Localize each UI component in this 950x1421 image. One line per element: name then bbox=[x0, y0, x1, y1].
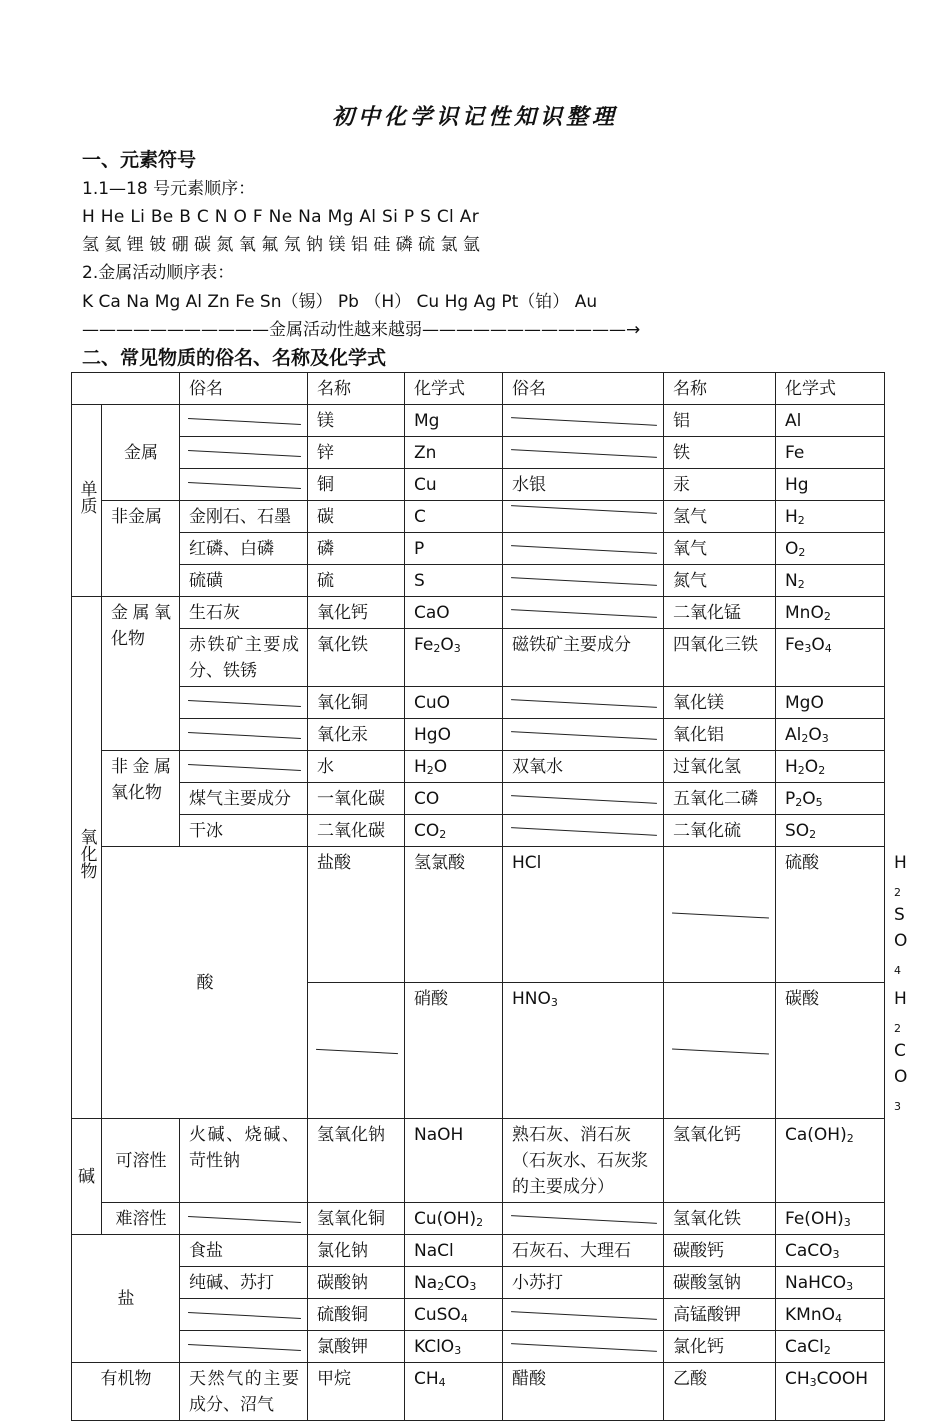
cell: Fe bbox=[776, 437, 885, 469]
cell: 镁 bbox=[308, 405, 405, 437]
cell: 氢氧化钠 bbox=[308, 1119, 405, 1203]
table-row bbox=[72, 629, 885, 687]
empty-cell bbox=[503, 501, 664, 533]
cell: 一氧化碳 bbox=[308, 783, 405, 815]
cell: 氧化汞 bbox=[308, 719, 405, 751]
activity-series-label: 2.金属活动顺序表： bbox=[82, 263, 235, 283]
subgroup-label: 非金属 bbox=[102, 501, 180, 597]
table-row bbox=[72, 437, 885, 469]
cell: Zn bbox=[405, 437, 503, 469]
cell: 水银 bbox=[503, 469, 664, 501]
cell: 锌 bbox=[308, 437, 405, 469]
substances-table bbox=[71, 372, 908, 1421]
table-row bbox=[72, 1363, 885, 1421]
empty-cell bbox=[180, 1299, 308, 1331]
table-row: 酸 盐酸 氢氯酸 HCl 硫酸 $H_2SO_4$ bbox=[72, 847, 885, 983]
formula-cell: $H_2$ bbox=[776, 501, 885, 533]
cell: 盐酸 bbox=[308, 847, 405, 983]
cell: Mg bbox=[405, 405, 503, 437]
cell: CaO bbox=[405, 597, 503, 629]
page-title: 初中化学识记性知识整理 bbox=[331, 104, 618, 130]
element-symbols: H He Li Be B C N O F Ne Na Mg Al Si P S Cl Ar bbox=[82, 207, 480, 227]
cell: C bbox=[405, 501, 503, 533]
cell: 汞 bbox=[664, 469, 776, 501]
group-label-yanghuawu: 氧化物 bbox=[72, 597, 102, 1119]
empty-cell bbox=[503, 1203, 664, 1235]
empty-cell bbox=[503, 597, 664, 629]
table-row bbox=[72, 1299, 885, 1331]
empty-cell bbox=[180, 1331, 308, 1363]
cell: 高锰酸钾 bbox=[664, 1299, 776, 1331]
group-label-danzhi: 单质 bbox=[72, 405, 102, 597]
cell: 氧化铁 bbox=[308, 629, 405, 687]
formula-cell: $N_2$ bbox=[776, 565, 885, 597]
cell: 五氧化二磷 bbox=[664, 783, 776, 815]
cell: 氧化铜 bbox=[308, 687, 405, 719]
empty-cell bbox=[503, 565, 664, 597]
empty-cell bbox=[503, 533, 664, 565]
cell: 火碱、烧碱、苛性钠 bbox=[180, 1119, 308, 1203]
formula-cell: CaCO$_3$ bbox=[776, 1235, 885, 1267]
cell: 甲烷 bbox=[308, 1363, 405, 1421]
empty-cell bbox=[503, 815, 664, 847]
subgroup-label: 可溶性 bbox=[102, 1119, 180, 1203]
cell: 铝 bbox=[664, 405, 776, 437]
subgroup-label: 金属 bbox=[102, 405, 180, 501]
cell: 熟石灰、消石灰（石灰水、石灰浆的主要成分） bbox=[503, 1119, 664, 1203]
cell: 金刚石、石墨 bbox=[180, 501, 308, 533]
empty-cell bbox=[503, 437, 664, 469]
cell: 生石灰 bbox=[180, 597, 308, 629]
cell: 磁铁矿主要成分 bbox=[503, 629, 664, 687]
formula-cell: $CO_2$ bbox=[405, 815, 503, 847]
formula-cell: $P_2O_5$ bbox=[776, 783, 885, 815]
empty-cell bbox=[503, 1331, 664, 1363]
empty-cell bbox=[180, 751, 308, 783]
cell: MgO bbox=[776, 687, 885, 719]
cell: 小苏打 bbox=[503, 1267, 664, 1299]
cell: 氯化钠 bbox=[308, 1235, 405, 1267]
col-header: 名称 bbox=[308, 373, 405, 405]
formula-cell: $H_2O$ bbox=[405, 751, 503, 783]
formula-cell: CaCl$_2$ bbox=[776, 1331, 885, 1363]
cell: 二氧化碳 bbox=[308, 815, 405, 847]
cell: Al bbox=[776, 405, 885, 437]
empty-cell bbox=[180, 469, 308, 501]
table-row bbox=[72, 1119, 885, 1203]
group-label-youji: 有机物 bbox=[72, 1363, 180, 1421]
cell: 碳酸钙 bbox=[664, 1235, 776, 1267]
empty-cell bbox=[664, 847, 776, 983]
col-header: 化学式 bbox=[405, 373, 503, 405]
col-header: 化学式 bbox=[776, 373, 885, 405]
cell: 氢氧化铁 bbox=[664, 1203, 776, 1235]
formula-cell: $CH_4$ bbox=[405, 1363, 503, 1421]
cell: CuO bbox=[405, 687, 503, 719]
cell: 氧化镁 bbox=[664, 687, 776, 719]
empty-cell bbox=[180, 405, 308, 437]
formula-cell: $Al_2O_3$ bbox=[776, 719, 885, 751]
group-label-yan: 盐 bbox=[72, 1235, 180, 1363]
subgroup-label: 金属氧化物 bbox=[102, 597, 180, 751]
cell: 氢氧化钙 bbox=[664, 1119, 776, 1203]
cell: CO bbox=[405, 783, 503, 815]
cell: HCl bbox=[503, 847, 664, 983]
cell: 氧气 bbox=[664, 533, 776, 565]
empty-cell bbox=[503, 719, 664, 751]
table-row bbox=[72, 1331, 885, 1363]
table-row bbox=[72, 469, 885, 501]
cell: Hg bbox=[776, 469, 885, 501]
cell: 干冰 bbox=[180, 815, 308, 847]
cell: 食盐 bbox=[180, 1235, 308, 1267]
cell: 铜 bbox=[308, 469, 405, 501]
cell: 碳酸钠 bbox=[308, 1267, 405, 1299]
cell: 硝酸 bbox=[405, 983, 503, 1119]
cell: 水 bbox=[308, 751, 405, 783]
cell: NaCl bbox=[405, 1235, 503, 1267]
table-row bbox=[72, 565, 885, 597]
empty-cell bbox=[664, 983, 776, 1119]
table-row: 硝酸 $HNO_3$ 碳酸 $H_2CO_3$ bbox=[72, 983, 885, 1119]
cell: 四氧化三铁 bbox=[664, 629, 776, 687]
cell: 乙酸 bbox=[664, 1363, 776, 1421]
group-label-jian: 碱 bbox=[72, 1119, 102, 1235]
cell: 硫磺 bbox=[180, 565, 308, 597]
cell: 氯酸钾 bbox=[308, 1331, 405, 1363]
formula-cell: $Na_2CO_3$ bbox=[405, 1267, 503, 1299]
cell: Cu bbox=[405, 469, 503, 501]
formula-cell: $Fe(OH)_3$ bbox=[776, 1203, 885, 1235]
cell: 氯化钙 bbox=[664, 1331, 776, 1363]
table-row bbox=[72, 687, 885, 719]
cell: 铁 bbox=[664, 437, 776, 469]
cell: HgO bbox=[405, 719, 503, 751]
table-row bbox=[72, 533, 885, 565]
table-row bbox=[72, 501, 885, 533]
element-order-label: 1.1—18 号元素顺序： bbox=[82, 179, 256, 199]
cell: 氮气 bbox=[664, 565, 776, 597]
empty-cell bbox=[180, 437, 308, 469]
formula-cell: MnO$_2$ bbox=[776, 597, 885, 629]
empty-cell bbox=[503, 405, 664, 437]
empty-cell bbox=[308, 983, 405, 1119]
formula-cell: $Fe_3O_4$ bbox=[776, 629, 885, 687]
cell: NaOH bbox=[405, 1119, 503, 1203]
formula-cell: $Cu(OH)_2$ bbox=[405, 1203, 503, 1235]
table-header-row bbox=[72, 373, 885, 405]
col-header: 俗名 bbox=[180, 373, 308, 405]
table-row bbox=[72, 815, 885, 847]
table-row bbox=[72, 751, 885, 783]
cell: 硫酸 bbox=[776, 847, 885, 983]
formula-cell: NaHCO$_3$ bbox=[776, 1267, 885, 1299]
cell: 硫酸铜 bbox=[308, 1299, 405, 1331]
formula-cell: $Ca(OH)_2$ bbox=[776, 1119, 885, 1203]
formula-cell: $SO_2$ bbox=[776, 815, 885, 847]
empty-cell bbox=[503, 1299, 664, 1331]
formula-cell: KMnO$_4$ bbox=[776, 1299, 885, 1331]
cell: 氧化钙 bbox=[308, 597, 405, 629]
table-row bbox=[72, 597, 885, 629]
empty-cell bbox=[503, 783, 664, 815]
empty-cell bbox=[180, 687, 308, 719]
cell: 煤气主要成分 bbox=[180, 783, 308, 815]
formula-cell: $O_2$ bbox=[776, 533, 885, 565]
col-header: 俗名 bbox=[503, 373, 664, 405]
cell: 二氧化锰 bbox=[664, 597, 776, 629]
cell: 氢气 bbox=[664, 501, 776, 533]
group-label-suan: 酸 bbox=[102, 847, 308, 1119]
formula-cell: $H_2O_2$ bbox=[776, 751, 885, 783]
empty-cell bbox=[503, 687, 664, 719]
cell: 磷 bbox=[308, 533, 405, 565]
section-heading-substances: 二、常见物质的俗名、名称及化学式 bbox=[82, 347, 387, 369]
cell: 硫 bbox=[308, 565, 405, 597]
table-row bbox=[72, 1235, 885, 1267]
cell: 天然气的主要成分、沼气 bbox=[180, 1363, 308, 1421]
cell: S bbox=[405, 565, 503, 597]
cell: 碳酸 bbox=[776, 983, 885, 1119]
cell: P bbox=[405, 533, 503, 565]
formula-cell: CuSO$_4$ bbox=[405, 1299, 503, 1331]
cell: 氢氯酸 bbox=[405, 847, 503, 983]
empty-cell bbox=[180, 1203, 308, 1235]
cell: 氧化铝 bbox=[664, 719, 776, 751]
cell: 碳 bbox=[308, 501, 405, 533]
table-row bbox=[72, 1267, 885, 1299]
section-heading-elements: 一、元素符号 bbox=[82, 149, 197, 171]
cell: 碳酸氢钠 bbox=[664, 1267, 776, 1299]
empty-cell bbox=[180, 719, 308, 751]
cell: 双氧水 bbox=[503, 751, 664, 783]
subgroup-label: 非金属氧化物 bbox=[102, 751, 180, 847]
formula-cell: $Fe_2O_3$ bbox=[405, 629, 503, 687]
formula-cell: $CH_3COOH$ bbox=[776, 1363, 885, 1421]
activity-series: K Ca Na Mg Al Zn Fe Sn（锡） Pb （H） Cu Hg Ag Pt（铂） Au bbox=[82, 292, 598, 312]
cell: 石灰石、大理石 bbox=[503, 1235, 664, 1267]
table-row bbox=[72, 1203, 885, 1235]
col-header: 名称 bbox=[664, 373, 776, 405]
activity-arrow: ———————————金属活动性越来越弱————————————→ bbox=[82, 320, 641, 340]
cell: 赤铁矿主要成分、铁锈 bbox=[180, 629, 308, 687]
table-row bbox=[72, 405, 885, 437]
table-row bbox=[72, 783, 885, 815]
element-names: 氢 氦 锂 铍 硼 碳 氮 氧 氟 氖 钠 镁 铝 硅 磷 硫 氯 氩 bbox=[82, 235, 480, 255]
subgroup-label: 难溶性 bbox=[102, 1203, 180, 1235]
cell: 二氧化硫 bbox=[664, 815, 776, 847]
cell: 过氧化氢 bbox=[664, 751, 776, 783]
formula-cell: $HNO_3$ bbox=[503, 983, 664, 1119]
cell: 红磷、白磷 bbox=[180, 533, 308, 565]
cell: 氢氧化铜 bbox=[308, 1203, 405, 1235]
formula-cell: KClO$_3$ bbox=[405, 1331, 503, 1363]
cell: 醋酸 bbox=[503, 1363, 664, 1421]
cell: 纯碱、苏打 bbox=[180, 1267, 308, 1299]
table-row bbox=[72, 719, 885, 751]
